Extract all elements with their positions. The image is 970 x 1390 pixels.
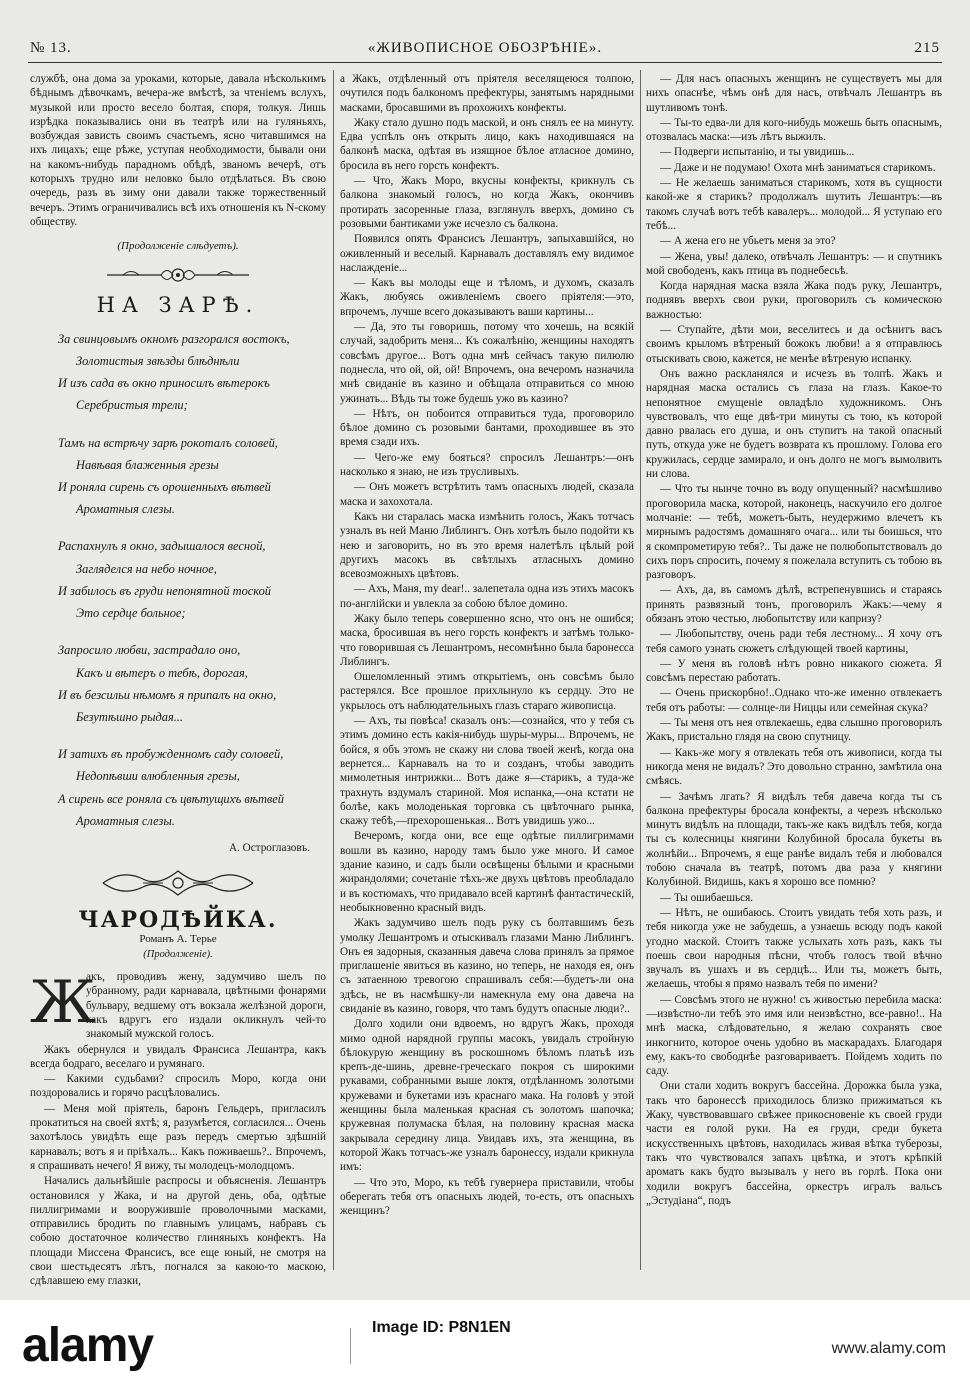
- novel-paragraph: — Жена, увы! далеко, отвѣчалъ Лешантръ: — и спутникъ мой свободенъ, какъ птица въ поднебесьѣ.: [646, 250, 942, 277]
- poem-line: Ароматныя слезы.: [76, 502, 175, 517]
- issue-number: № 13.: [30, 40, 72, 56]
- novel-paragraph: Ошеломленный этимъ открытіемъ, онъ совсѣмъ было растерялся. Все прошлое прихлынуло къ сердцу. Это не укрылось отъ наблюдательныхъ глазъ стараго живописца.: [340, 671, 634, 712]
- image-id-label: Image ID: P8N1EN: [372, 1319, 511, 1336]
- column-2: [340, 72, 634, 1264]
- novel-paragraph: — Что ты нынче точно въ воду опущенный? насмѣшливо проговорила маска, которой, наконецъ, наскучило его долгое молчаніе: — тебѣ, можетъ-быть, неудержимо влечетъ къ мирнымъ радостямъ домашняго очага... или ты боишься, что я скомпрометирую тебя?.. Ты даже не полюбопытствовалъ до сихъ поръ спросить, почему я пожелала вступить съ тобою въ разговоръ.: [646, 483, 942, 582]
- novel-paragraph-text: акъ, проводивъ жену, задумчиво шелъ по убранному, ради карнавала, цвѣтными фонарями бульвару, ведшему отъ вокзала желѣзной дороги, какъ вдругъ его издали окликнулъ чей-то знакомый мужской голосъ.: [86, 971, 326, 1041]
- poem-line: Загляделся на небо ночное,: [76, 561, 217, 576]
- novel-paragraph: — Зачѣмъ лгать? Я видѣлъ тебя давеча когда ты съ балкона префектуры бросала конфекты, а черезъ нѣсколько минутъ видѣлъ на площади, такъ-же какъ видѣлъ тебя, когда ты съ колесницы княгини Колубиной бросала букеты въ жолнѣйи... Впрочемъ, я еще ранѣе видалъ тебя и любовался тобою сначала въ театрѣ, потомъ два раза у княгини Колубиной. Видишь, какъ я хорошо все помню?: [646, 790, 942, 889]
- novel-paragraph: — Совсѣмъ этого не нужно! съ живостью перебила маска:—извѣстно-ли тебѣ это имя или неизвѣстно, все-равно!.. На мнѣ маска, слѣдовательно, я желаю сохранять свое инкогнито, которое очень удобно въ маскарадахъ. Благодаря ему, какъ-то свободнѣе разговариваетъ. Пойдемъ ходить по саду.: [646, 993, 942, 1078]
- novel-continued-note: (Продолженіе).: [143, 948, 213, 960]
- poem-line: Золотистыя звѣзды блѣднѣли: [76, 354, 240, 369]
- novel-paragraph: Жаку было теперь совершенно ясно, что онъ не ошибся; маска, бросившая въ него горсть конфектъ и затѣмъ только-что говорившая съ Лешантромъ, несомнѣнно была баронесса Либлингъ.: [340, 612, 634, 668]
- novel-paragraph: Онъ важно раскланялся и исчезъ въ толпѣ. Жакъ и нарядная маска остались съ глаза на глазъ. Какое-то непонятное смущеніе овладѣло художникомъ. Онъ чувствовалъ, что еще двѣ-три минуты съ тою, къ которой давно рвалась его душа, и онъ ступитъ на такой опасный путь, откуда уже не будетъ возврата къ прошлому. Голова его кружилась, сердце замирало, и онъ долго не могъ вымолвить ни слова.: [646, 367, 942, 481]
- watermark-footer: [0, 1300, 970, 1390]
- novel-title: ЧАРОДѢЙКА.: [78, 907, 278, 934]
- poem-line: И затихъ въ пробужденномъ саду соловей,: [58, 747, 284, 762]
- poem-line: Навѣвая блаженныя грезы: [76, 457, 219, 472]
- novel-paragraph: — Ты-то едва-ли для кого-нибудь можешь быть опаснымъ, отозвалась маска:—изъ лѣтъ выжилъ.: [646, 116, 942, 144]
- novel-paragraph: — Что, Жакъ Моро, вкусны конфекты, крикнулъ съ балкона знакомый голосъ, но когда Жакъ, окончивъ протирать засоренные глаза, взглянулъ вверхъ, домино съ розовыми бантиками уже исчезло съ балкона.: [340, 175, 634, 230]
- poem-line: Распахнулъ я окно, задышалося весной,: [58, 539, 266, 554]
- site-url: www.alamy.com: [831, 1340, 946, 1357]
- poem-line: И въ безсильи нѣмомъ я припалъ на окно,: [58, 687, 277, 702]
- journal-title: «ЖИВОПИСНОЕ ОБОЗРѢНІЕ».: [367, 40, 603, 56]
- poem-line: И забилось въ груди непонятной тоской: [58, 583, 272, 598]
- novel-paragraph: — Подверги испытанію, и ты увидишь...: [660, 146, 855, 159]
- column-3: [646, 72, 942, 1264]
- novel-paragraph: Жакъ обернулся и увидалъ Франсиса Лешантра, какъ всегда бодраго, веселаго и румянаго.: [30, 1043, 326, 1070]
- footer-divider: [350, 1328, 351, 1364]
- novel-paragraph: — А жена его не убьетъ меня за это?: [660, 235, 836, 248]
- novel-paragraph: — Какъ вы молоды еще и тѣломъ, и духомъ, сказалъ Жакъ, любуясь оживленіемъ своего пріятеля:—это, впрочемъ, лучше всего доказываютъ ваши картины...: [340, 277, 634, 318]
- novel-paragraph: — Ахъ, да, въ самомъ дѣлѣ, встрепенувшись и стараясь принять развязный тонъ, проговорилъ Жакъ:—чему я обязанъ этою честью, любопытству или капризу?: [646, 584, 942, 625]
- poem-line: Запросило любви, застрадало оно,: [58, 643, 241, 658]
- novel-paragraph: а Жакъ, отдѣленный отъ пріятеля веселящеюся толпою, очутился подъ балкономъ префектуры, занятымъ нарядными масками, бросавшими въ прохожихъ конфекты.: [340, 73, 634, 114]
- novel-paragraph: — Любопытству, очень ради тебя лестному... Я хочу отъ тебя самого узнать сюжетъ слѣдующей твоей картины,: [646, 628, 942, 655]
- novel-paragraph: — Ахъ, Маня, my dear!.. залепетала одна изъ этихъ масокъ по-англійски и увлекла за собою бѣлое домино.: [340, 583, 634, 610]
- poem-stanza: [58, 535, 326, 624]
- novel-paragraph: — Для насъ опасныхъ женщинъ не существуетъ мы для нихъ опаснѣе, чѣмъ онѣ для насъ, отвѣчалъ Лешантръ въ шутливомъ тонѣ.: [646, 73, 942, 114]
- novel-paragraph: — Чего-же ему бояться? спросилъ Лешантръ:—онъ насколько я знаю, не изъ трусливыхъ.: [340, 451, 634, 479]
- novel-paragraph: — Онъ можетъ встрѣтить тамъ опасныхъ людей, сказала маска и захохотала.: [340, 481, 634, 508]
- novel-paragraph: — Что это, Моро, къ тебѣ гувернера приставили, чтобы оберегать тебя отъ опасныхъ людей, то-есть, отъ опасныхъ женщинъ?: [340, 1176, 634, 1218]
- alamy-logo: alamy: [22, 1319, 154, 1372]
- novel-paragraph: — Даже и не подумаю! Охота мнѣ заниматься старикомъ.: [660, 161, 936, 174]
- novel-paragraph: — Меня мой пріятель, баронъ Гельдеръ, пригласилъ прокатиться на своей яхтѣ; я, разумѣется, согласился... Очень захотѣлось увидѣть еще разъ передъ смертью здѣшній карнавалъ; вотъ я и пріѣхалъ... Какъ поживаешь?.. Впрочемъ, я спрашивать нечего! Я вижу, ты молодецъ-молодцомъ.: [30, 1102, 326, 1172]
- poem-line: Это сердце больное;: [76, 606, 186, 621]
- column-1: [30, 72, 326, 1288]
- drop-cap: Ж: [30, 968, 96, 1037]
- poem-line: Серебристыя трели;: [76, 398, 188, 413]
- novel-paragraph: Начались дальнѣйшіе распросы и объясненія. Лешантръ остановился у Жака, и на другой день, оба, одѣтые пиллигримами и вооружившіе проволочными масками, отправились бродить по главнымъ улицамъ, набравъ съ собою достаточное количество глиняныхъ конфектъ. На площади Миссена Франсисъ, все еще юный, не смотря на свои шестьдесятъ лѣтъ, погнался за какою-то маскою, сдѣлавшею ему глазки,: [30, 1175, 326, 1288]
- poem-line: И изъ сада въ окно приносилъ вѣтерокъ: [58, 376, 270, 391]
- novel-paragraph: — Не желаешь заниматься старикомъ, хотя въ сущности какой-же я старикъ? продолжалъ шутить Лешантръ:—въ такомъ случаѣ вотъ тебѣ кавалеръ... молодой... Я уступаю его тебѣ...: [646, 177, 942, 232]
- poem-stanza: [58, 639, 326, 728]
- novel-paragraph: — Какъ-же могу я отвлекать тебя отъ живописи, когда ты никогда меня не видалъ? Это довольно странно, замѣтила она смѣясь.: [646, 746, 942, 788]
- column-divider: [640, 70, 641, 1270]
- novel-paragraph: Какъ ни старалась маска измѣнить голосъ, Жакъ тотчасъ узналъ въ ней Маню Либлингъ. Онъ хотѣлъ было подойти къ нею и заговорить, но въ это время налетѣлъ цѣлый рой другихъ масокъ въ свѣтлыхъ атласныхъ домино всевозможныхъ цвѣтовъ.: [340, 510, 634, 581]
- poem-author: А. Остроглазовъ.: [228, 841, 310, 854]
- novel-paragraph: — Ты ошибаешься.: [660, 891, 754, 904]
- to-be-continued-note: (Продолженіе слѣдуетъ).: [117, 240, 239, 253]
- novel-paragraph: — Нѣтъ, он побоится отправиться туда, проговорило бѣлое домино съ розовыми бантами, проходившее въ это время сзади ихъ.: [340, 407, 634, 449]
- novel-paragraph: — У меня въ головѣ нѣтъ ровно никакого сюжета. Я совсѣмъ перестаю работать.: [646, 657, 942, 685]
- novel-paragraph: — Какими судьбами? спросилъ Моро, когда они поздоровались и горячо расцѣловались.: [30, 1073, 326, 1100]
- poem-line: Тамъ на встрѣчу зарѣ рокоталъ соловей,: [58, 435, 278, 450]
- image-id: [372, 1320, 511, 1338]
- novel-paragraph: Долго ходили они вдвоемъ, но вдругъ Жакъ, проходя мимо одной нарядной группы масокъ, увидалъ стройную бѣлокурую женщину въ роскошномъ бѣломъ платьѣ изъ крепъ-де-шинь, древне-греческаго покроя съ широкими рукавами, собранными выше локтя, отдѣланномъ золотыми кружевами и букетами изъ краснаго мака. На головѣ у этой женщины была маленькая красная съ золотомъ шапочка; кружевная полумаска бѣлая, на половину красная маска закрывала середину лица. Увидавъ ихъ, эта женщина, въ которой Жакъ тотчасъ-же узналъ баронессу, издали крикнула имъ:: [340, 1018, 634, 1174]
- novel-paragraph: — Очень прискорбно!..Однако что-же именно отвлекаетъ тебя отъ работы: — солнце-ли Ниццы или семейная скука?: [646, 687, 942, 714]
- poem-stanza: [58, 743, 326, 832]
- novel-byline: Романъ А. Терье: [139, 932, 217, 945]
- poem-line: Недопѣвши влюбленныя грезы,: [76, 769, 240, 784]
- novel-paragraph: Когда нарядная маска взяла Жака подъ руку, Лешантръ, поднявъ вверхъ свои руки, проговорилъ съ комическою важностью:: [646, 280, 942, 321]
- novel-paragraph: Они стали ходить вокругъ бассейна. Дорожка была узка, такъ что баронессѣ приходилось близко прижиматься къ Жаку, чувствовавшаго свѣжее прикосновеніе къ своей груди части ея голой руки. На ея груди, среди букета искусственныхъ цвѣтовъ, находилась живая вѣтка туберозы, такъ что чувствовался запахъ цвѣтка, и этотъ крѣпкій ароматъ какъ будто вызывалъ у него въ горлѣ. Пока они ходили вокругъ бассейна, оркестръ игралъ вальсъ „Эстудіана“, подъ: [646, 1080, 942, 1207]
- poem-stanza: [58, 432, 326, 521]
- novel-paragraph: — Ахъ, ты повѣса! сказалъ онъ:—сознайся, что у тебя съ этимъ домино есть какія-нибудь шуры-муры... Впрочемъ, не бойся, я объ этомъ не скажу ни слова твоей женѣ, когда она вернется... Карнавалъ на то и созданъ, чтобы заводить мимолетныя интрижки... Вотъ даже я—старикъ, а туда-же трахнуть вздумалъ стариной. Моя испанка,—она кстати не болѣе, какъ молоденькая торговка съ цвѣточнаго рынка, скажу тебѣ,—прехорошенькая... Вотъ увидишь ужо...: [340, 715, 634, 828]
- poem-line: Ароматныя слезы.: [76, 813, 175, 828]
- page-header: [30, 38, 940, 60]
- novel-paragraph: — Да, это ты говоришь, потому что хочешь, на всякій случай, задобрить меня... Къ сожалѣнію, женщины находятъ совсѣмъ другое... Вотъ одна мнѣ сейчасъ такую пилюлю поднесла, что ой, ой, ой! Впрочемъ, она вечеромъ назначила мнѣ свиданіе въ казино и обѣщала отправиться со мною ужинать... Вѣдь ты тоже будешь ужо въ казино?: [340, 321, 634, 405]
- novel-paragraph: Появился опять Франсисъ Лешантръ, запыхавшійся, но оживленный и веселый. Карнавалъ доставлялъ ему видимое наслажденіе...: [340, 233, 634, 274]
- novel-paragraph: — Ты меня отъ нея отвлекаешь, едва слышно проговорилъ Жакъ, пристально глядя на свою спутницу.: [646, 717, 942, 744]
- story-ending-paragraph: службѣ, она дома за уроками, которые, давала нѣсколькимъ бѣднымъ дѣвочкамъ, вечера-же вмѣстѣ, за чтеніемъ вслухъ, музыкой или просто весело болтая, споря, толкуя. Лишь изрѣдка показывались они въ театрѣ или на гуляньяхъ, возбуждая зависть своимъ счастьемъ, ясно читавшимся на ихъ лицахъ; еще рѣже, уступая необходимости, бывали они на какомъ-нибудь парадномъ обѣдѣ, званомъ вечерѣ, отъ которыхъ трудно или неловко было отдѣлаться. Въ свою очередь, разъ въ зиму они давали также торжественный вечеръ. Этимъ ограничивались всѣ ихъ отношенія къ N-скому обществу.: [30, 73, 326, 228]
- ornament-divider-icon: [103, 262, 253, 288]
- poem-line: Какъ и вѣтеръ о тебѣ, дорогая,: [76, 665, 248, 680]
- poem-stanza: [58, 328, 326, 417]
- poem-line: А сирень все роняла съ цвѣтущихъ вѣтвей: [58, 791, 285, 806]
- novel-paragraph: Жаку стало душно подъ маской, и онъ снялъ ее на минуту. Едва успѣлъ онъ открыть лицо, какъ находившаяся на балконѣ маска, одѣтая въ изящное бѣлое атласное домино, бросила въ него горсть конфектъ.: [340, 116, 634, 172]
- poem-line: Безутѣшно рыдая...: [76, 709, 184, 724]
- page-number: 215: [914, 40, 940, 56]
- novel-paragraph: Вечеромъ, когда они, все еще одѣтые пиллигримами вошли въ казино, народу тамъ было уже много. И самое здание казино, и садъ были освѣщены бѣлыми и красными жирандолями; сочетаніе тѣхъ-же двухъ цвѣтовъ преобладало и въ костюмахъ, что придавало всей картинѣ фантастическій, необыкновенно красный видъ.: [340, 830, 634, 914]
- novel-paragraph: Жакъ задумчиво шелъ подъ руку съ болтавшимъ безъ умолку Лешантромъ и отыскивалъ глазами Маню Либлингъ. Онъ ея задорныя, сказанныя давеча слова принялъ за прямое приглашеніе явиться въ казино, но теперь, не находя ея, онъ съ затаенною тревогою спрашивалъ себя:—будетъ-ли она здѣсь, не въ насмѣшку-ли намекнула ему она давеча на свиданіе въ казино, говоря, что тамъ будутъ опасные люди?..: [340, 917, 634, 1015]
- column-divider: [333, 70, 334, 1270]
- ornament-vignette-icon: [93, 863, 263, 903]
- poem-line: За свинцовымъ окномъ разгорался востокъ,: [58, 331, 290, 346]
- poem-line: И роняла сирень съ орошенныхъ вѣтвей: [58, 480, 271, 495]
- poem-title: НА ЗАРѢ.: [96, 292, 260, 317]
- novel-paragraph: — Ступайте, дѣти мои, веселитесь и да осѣнитъ васъ своимъ крыломъ вѣтреный божокъ любви! а я отправлюсь отыскивать свою, кажется, не менѣе вѣтреную испанку.: [646, 324, 942, 365]
- novel-paragraph: [30, 970, 326, 1041]
- header-rule: [28, 62, 942, 63]
- novel-paragraph: — Нѣтъ, не ошибаюсь. Стоитъ увидать тебя хоть разъ, и тебя никогда уже не забудешь, а узнаешь всюду подъ какой угодно маской. Стоитъ также услыхать хоть разъ, какъ ты поешь свои народныя пѣсни, чтобъ голосъ твой вѣчно звучалъ въ ушахъ и въ сердцѣ... Или ты, можетъ быть, желаешь, чтобы я прямо назвалъ тебя по имени?: [646, 906, 942, 991]
